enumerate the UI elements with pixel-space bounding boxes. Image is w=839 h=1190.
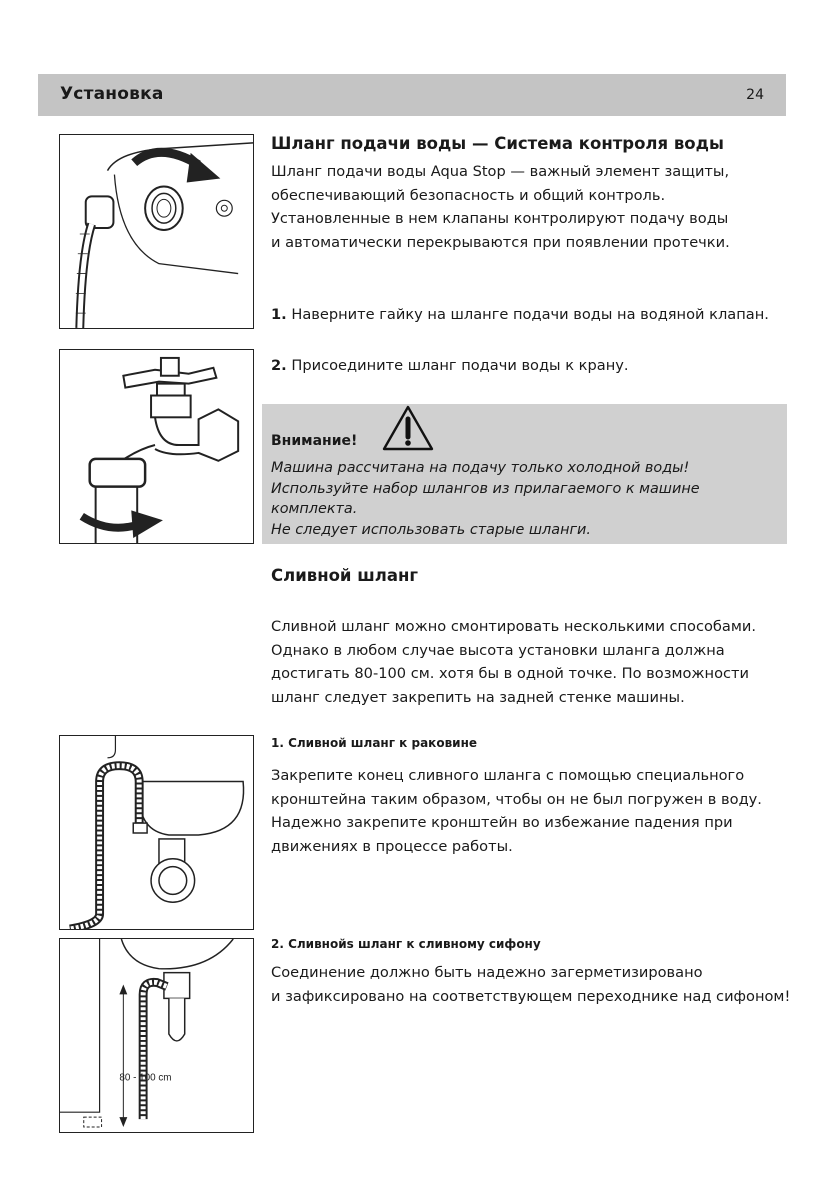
step-1-text: Наверните гайку на шланге подачи воды на водяной клапан. — [291, 306, 769, 323]
drain-sink-text: Закрепите конец сливного шланга с помощью специального кронштейна таким образом, чтобы он не был погружен в воду. Надежно закрепите кронштейн во избежание падения при движениях в процессе работы. — [271, 767, 762, 855]
page-number: 24 — [746, 87, 764, 103]
drain-siphon-heading: 2. Сливнойs шланг к сливному сифону — [271, 937, 541, 951]
warning-box — [262, 404, 787, 544]
warning-title: Внимание! — [271, 433, 358, 449]
step-2-number: 2. — [271, 357, 287, 374]
figure-drain-to-sink — [59, 735, 254, 930]
drain-intro: Сливной шланг можно смонтировать несколькими способами. Однако в любом случае высота установки шланга должна достигать 80-100 см. хотя бы в одной точке. По возможности шланг следует закрепить на задней стенке машины. — [271, 618, 756, 706]
water-inlet-heading: Шланг подачи воды — Система контроля воды — [271, 134, 724, 153]
figure-tap-connection — [59, 349, 254, 544]
warning-text: Машина рассчитана на подачу только холодной воды! Используйте набор шлангов из прилагаемого к машине комплекта. Не следует использовать старые шланги. — [271, 460, 700, 538]
water-inlet-intro: Шланг подачи воды Aqua Stop — важный элемент защиты, обеспечивающий безопасность и общий контроль. Установленные в нем клапаны контролируют подачу воды и автоматически перекрываются при появлении протечки. — [271, 163, 730, 251]
drain-to-sink-illustration — [60, 736, 253, 929]
valve-connection-illustration — [60, 135, 253, 328]
water-inlet-step-2 — [271, 357, 629, 374]
figure-valve-connection — [59, 134, 254, 329]
height-label: 80 - 100 cm — [119, 1072, 172, 1084]
step-2-text: Присоедините шланг подачи воды к крану. — [291, 357, 629, 374]
drain-sink-heading: 1. Сливной шланг к раковине — [271, 736, 478, 750]
tap-connection-illustration — [60, 350, 253, 543]
water-inlet-step-1 — [271, 306, 769, 323]
figure-drain-to-siphon — [59, 938, 254, 1133]
section-title: Установка — [60, 84, 164, 104]
drain-heading: Сливной шланг — [271, 566, 419, 585]
section-header-bar — [38, 74, 786, 116]
drain-to-siphon-illustration — [60, 939, 253, 1132]
drain-siphon-text: Соединение должно быть надежно загерметизировано и зафиксировано на соответствующем переходнике над сифоном! — [271, 964, 791, 1005]
step-1-number: 1. — [271, 306, 287, 323]
warning-triangle-icon — [381, 404, 435, 452]
